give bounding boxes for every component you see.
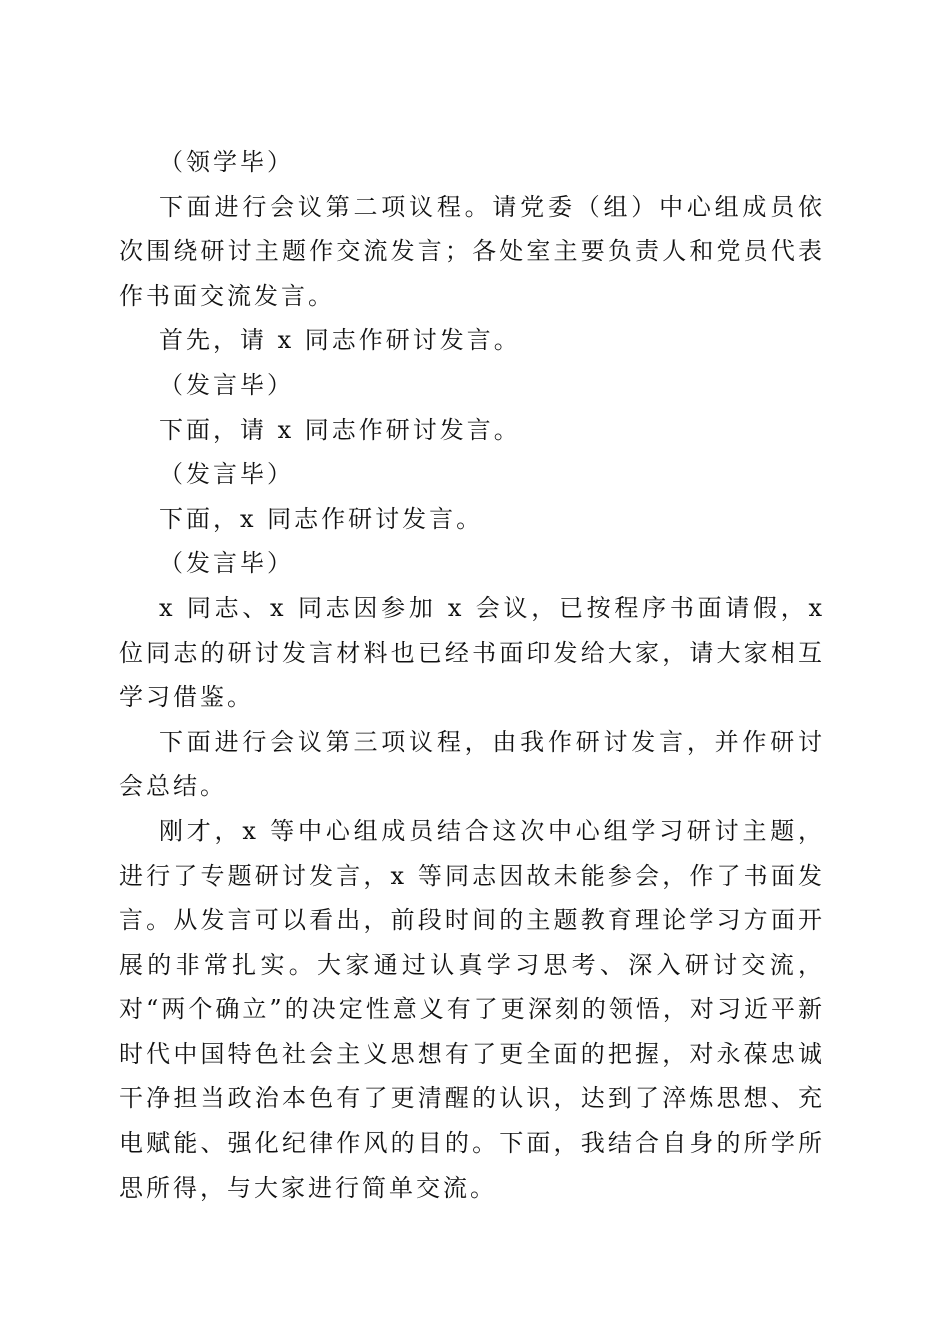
paragraph-second-agenda: 下面进行会议第二项议程。请党委（组）中心组成员依次围绕研讨主题作交流发言；各处室主要负责人和党员代表作书面交流发言。 — [119, 192, 825, 310]
paragraph-reading-done: （领学毕） — [159, 148, 294, 176]
document-body — [119, 140, 825, 1210]
paragraph-first-speaker: 首先，请 x 同志作研讨发言。 — [159, 326, 521, 355]
paragraph-speech-done: （发言毕） — [159, 370, 294, 399]
paragraph-speech-done: （发言毕） — [159, 460, 294, 489]
paragraph-summary: 刚才，x 等中心组成员结合这次中心组学习研讨主题，进行了专题研讨发言，x 等同志因故未能参会，作了书面发言。从发言可以看出，前段时间的主题教育理论学习方面开展的非常扎实。大家通过认真学习思考、深入研讨交流，对“两个确立”的决定性意义有了更深刻的领悟，对习近平新时代中国特色社会主义思想有了更全面的把握，对永葆忠诚干净担当政治本色有了更清醒的认识，达到了淬炼思想、充电赋能、强化纪律作风的目的。下面，我结合自身的所学所思所得，与大家进行简单交流。 — [119, 816, 825, 1202]
paragraph-speech-done: （发言毕） — [159, 549, 294, 578]
paragraph-leave-notice: x 同志、x 同志因参加 x 会议，已按程序书面请假，x 位同志的研讨发言材料也已经书面印发给大家，请大家相互学习借鉴。 — [119, 593, 825, 712]
paragraph-third-agenda: 下面进行会议第三项议程，由我作研讨发言，并作研讨会总结。 — [119, 727, 825, 801]
paragraph-next-speaker: 下面，请 x 同志作研讨发言。 — [159, 415, 521, 444]
paragraph-next-speaker: 下面，x 同志作研讨发言。 — [159, 504, 484, 533]
